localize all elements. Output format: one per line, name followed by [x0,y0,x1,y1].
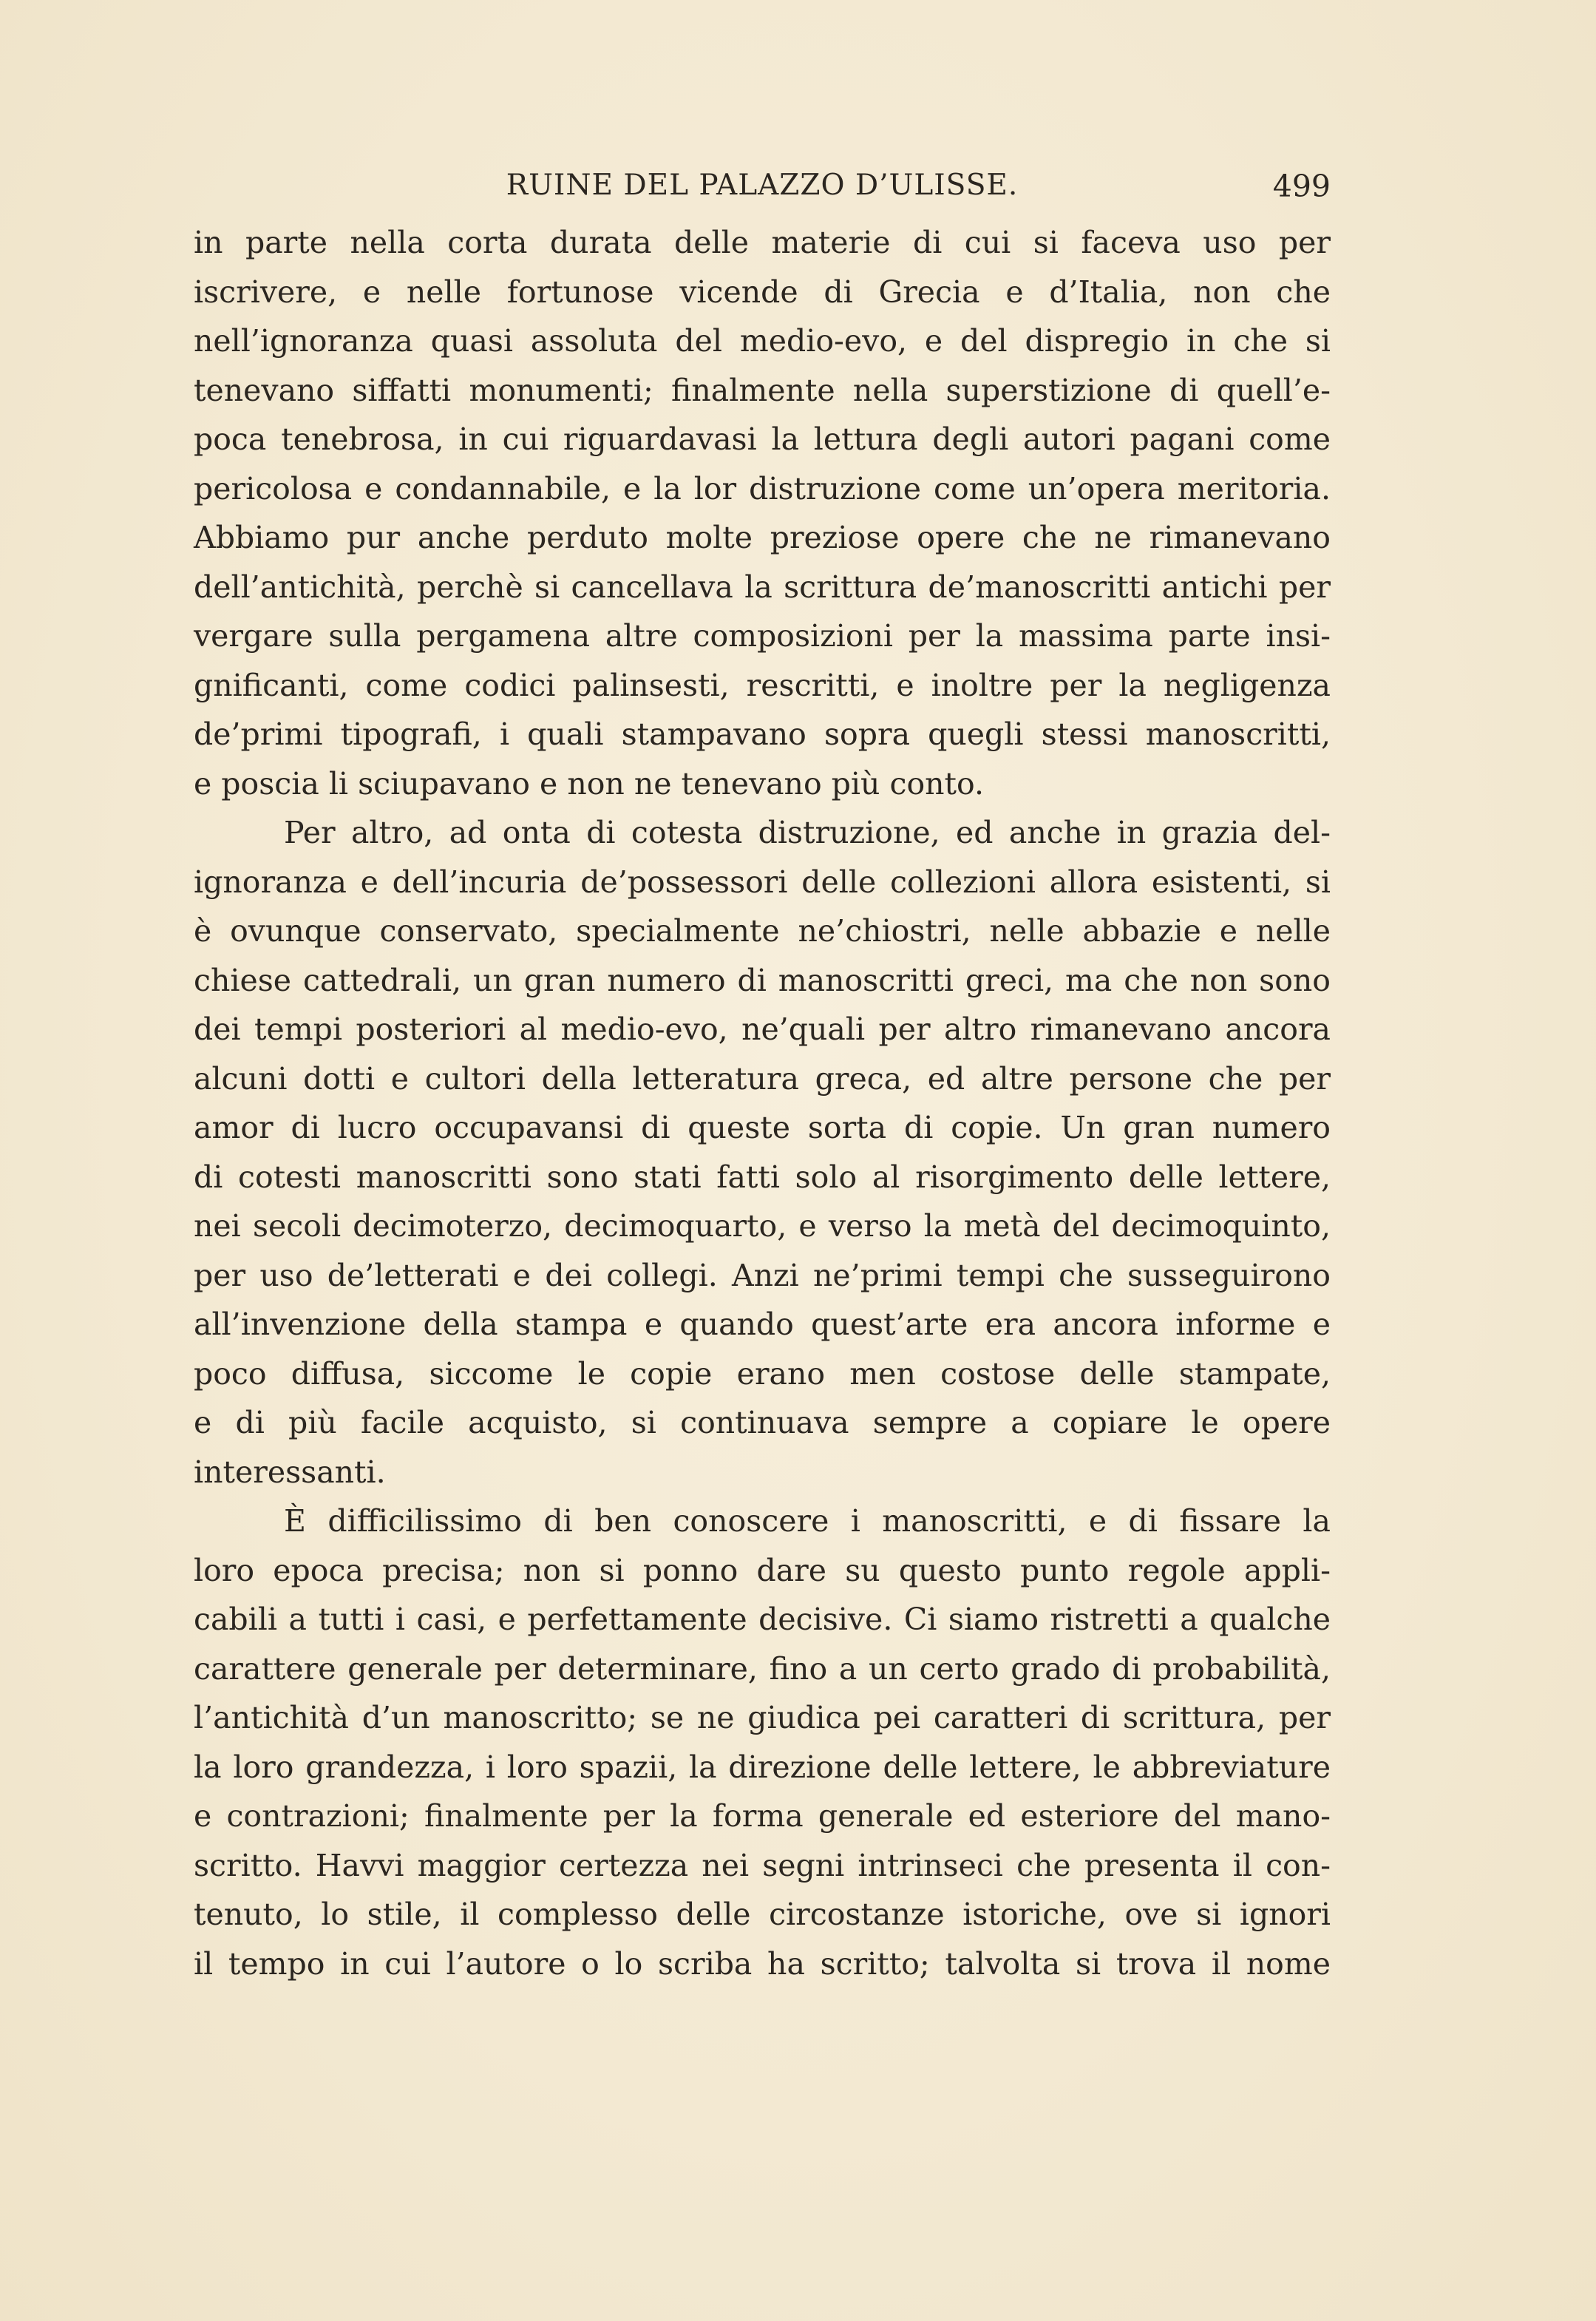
text-line: de’primi tipografi, i quali stampavano sopra quegli stessi manoscritti, [194,716,1331,752]
text-line: chiese cattedrali, un gran numero di manoscritti greci, ma che non sono [194,962,1331,998]
text-line: nell’ignoranza quasi assoluta del medio-evo, e del dispregio in che si [194,323,1331,359]
text-line: il tempo in cui l’autore o lo scriba ha scritto; talvolta si trova il nome [194,1945,1331,1982]
page-header [194,169,1331,210]
running-title: RUINE DEL PALAZZO D’ULISSE. [506,169,1019,202]
text-line: per uso de’letterati e dei collegi. Anzi ne’primi tempi che susseguirono [194,1257,1331,1293]
text-line: e poscia li sciupavano e non ne tenevano più conto. [194,765,985,802]
text-line: amor di lucro occupavansi di queste sorta di copie. Un gran numero [194,1110,1331,1145]
text-line: vergare sulla pergamena altre composizioni per la massima parte insi- [194,618,1331,654]
page-number: 499 [1272,169,1331,204]
text-line: di cotesti manoscritti sono stati fatti solo al risorgimento delle lettere, [194,1159,1331,1195]
paragraph-start-line: È difficilissimo di ben conoscere i manoscritti, e di fissare la [284,1503,1331,1539]
text-line: scritto. Havvi maggior certezza nei segni intrinseci che presenta il con- [194,1847,1331,1883]
text-line: la loro grandezza, i loro spazii, la direzione delle lettere, le abbreviature [194,1749,1331,1785]
text-line: dell’antichità, perchè si cancellava la scrittura de’manoscritti antichi per [194,569,1331,605]
text-line: poca tenebrosa, in cui riguardavasi la lettura degli autori pagani come [194,421,1331,457]
paragraph-start-line: Per altro, ad onta di cotesta distruzione, ed anche in grazia del- [284,815,1331,850]
text-line: ignoranza e dell’incuria de’possessori delle collezioni allora esistenti, si [194,864,1331,900]
text-line: e di più facile acquisto, si continuava sempre a copiare le opere [194,1405,1331,1440]
text-line: tenevano siffatti monumenti; finalmente nella superstizione di quell’e- [194,372,1331,408]
text-line: dei tempi posteriori al medio-evo, ne’quali per altro rimanevano ancora [194,1012,1331,1047]
text-line: e contrazioni; finalmente per la forma generale ed esteriore del mano- [194,1798,1331,1834]
text-line: Abbiamo pur anche perduto molte preziose opere che ne rimanevano [194,520,1331,555]
text-line: alcuni dotti e cultori della letteratura greca, ed altre persone che per [194,1060,1331,1097]
text-line: cabili a tutti i casi, e perfettamente decisive. Ci siamo ristretti a qualche [194,1602,1331,1637]
text-line: in parte nella corta durata delle materie di cui si faceva uso per [194,225,1331,260]
text-line: carattere generale per determinare, fino a un certo grado di probabilità, [194,1650,1331,1687]
text-line: all’invenzione della stampa e quando quest’arte era ancora informe e [194,1307,1331,1342]
text-line: l’antichità d’un manoscritto; se ne giudica pei caratteri di scrittura, per [194,1700,1331,1735]
text-line: iscrivere, e nelle fortunose vicende di Grecia e d’Italia, non che [194,274,1331,310]
text-line: nei secoli decimoterzo, decimoquarto, e verso la metà del decimoquinto, [194,1208,1331,1244]
text-line: tenuto, lo stile, il complesso delle circostanze istoriche, ove si ignori [194,1897,1331,1932]
text-line: poco diffusa, siccome le copie erano men costose delle stampate, [194,1355,1331,1392]
text-line: interessanti. [194,1454,386,1490]
text-line: è ovunque conservato, specialmente ne’chiostri, nelle abbazie e nelle [194,913,1331,949]
text-line: gnificanti, come codici palinsesti, rescritti, e inoltre per la negligenza [194,667,1331,703]
body-text [194,218,1331,1988]
text-line: loro epoca precisa; non si ponno dare su questo punto regole appli- [194,1552,1331,1588]
text-line: pericolosa e condannabile, e la lor distruzione come un’opera meritoria. [194,470,1331,506]
